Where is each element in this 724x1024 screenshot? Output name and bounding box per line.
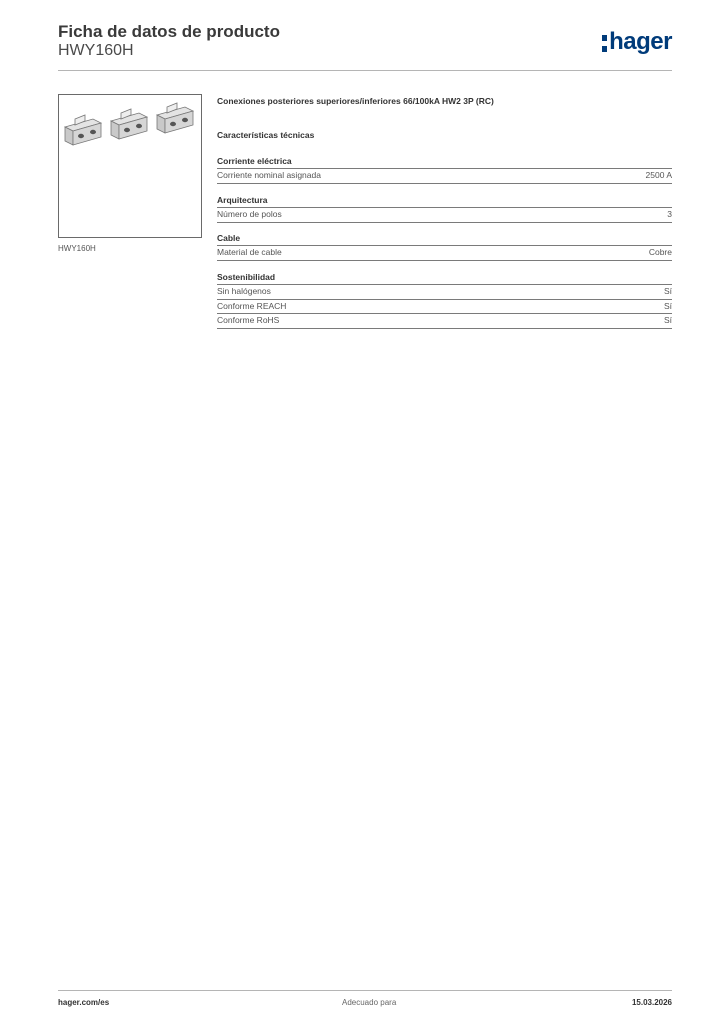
group-sostenibilidad <box>217 271 672 329</box>
spec-value: Cobre <box>648 247 672 257</box>
spec-value: 2500 A <box>645 170 672 180</box>
image-caption: HWY160H <box>58 244 96 253</box>
group-title: Corriente eléctrica <box>217 156 292 166</box>
spec-row <box>217 207 672 223</box>
product-reference: HWY160H <box>58 42 134 59</box>
product-title: Conexiones posteriores superiores/inferiores 66/100kA HW2 3P (RC) <box>217 96 494 106</box>
bracket-3 <box>157 103 193 133</box>
spec-row <box>217 313 672 329</box>
group-title: Cable <box>217 233 241 243</box>
group-title: Arquitectura <box>217 195 268 205</box>
spec-value: Sí <box>663 315 672 325</box>
spec-label: Sin halógenos <box>217 286 271 296</box>
page-footer <box>58 990 672 1007</box>
hager-logo <box>602 28 672 56</box>
spec-value: Sí <box>663 300 672 311</box>
group-corriente-electrica <box>217 155 672 184</box>
spec-label: Número de polos <box>217 209 282 219</box>
spec-row <box>217 284 672 299</box>
spec-label: Conforme RoHS <box>217 315 280 325</box>
page-header <box>58 20 672 71</box>
spec-row <box>217 299 672 314</box>
spec-row <box>217 168 672 184</box>
document-title: Ficha de datos de producto <box>58 22 280 41</box>
spec-label: Material de cable <box>217 247 282 257</box>
logo-text: hager <box>609 28 672 55</box>
spec-value: Sí <box>663 286 672 296</box>
connector-brackets-illustration <box>59 95 201 237</box>
bracket-1 <box>65 115 101 145</box>
spec-label: Corriente nominal asignada <box>217 170 321 180</box>
product-image <box>58 94 202 238</box>
logo-mark-icon <box>602 35 607 52</box>
section-title: Características técnicas <box>217 130 315 140</box>
group-title: Sostenibilidad <box>217 272 276 282</box>
footer-note: Adecuado para <box>342 998 397 1007</box>
group-cable <box>217 232 672 261</box>
spec-row <box>217 245 672 261</box>
spec-value: 3 <box>667 209 672 219</box>
bracket-2 <box>111 109 147 139</box>
document-date: 15.03.2026 <box>631 998 672 1007</box>
website-link[interactable]: hager.com/es <box>58 998 110 1007</box>
group-arquitectura <box>217 194 672 223</box>
spec-label: Conforme REACH <box>217 300 287 311</box>
